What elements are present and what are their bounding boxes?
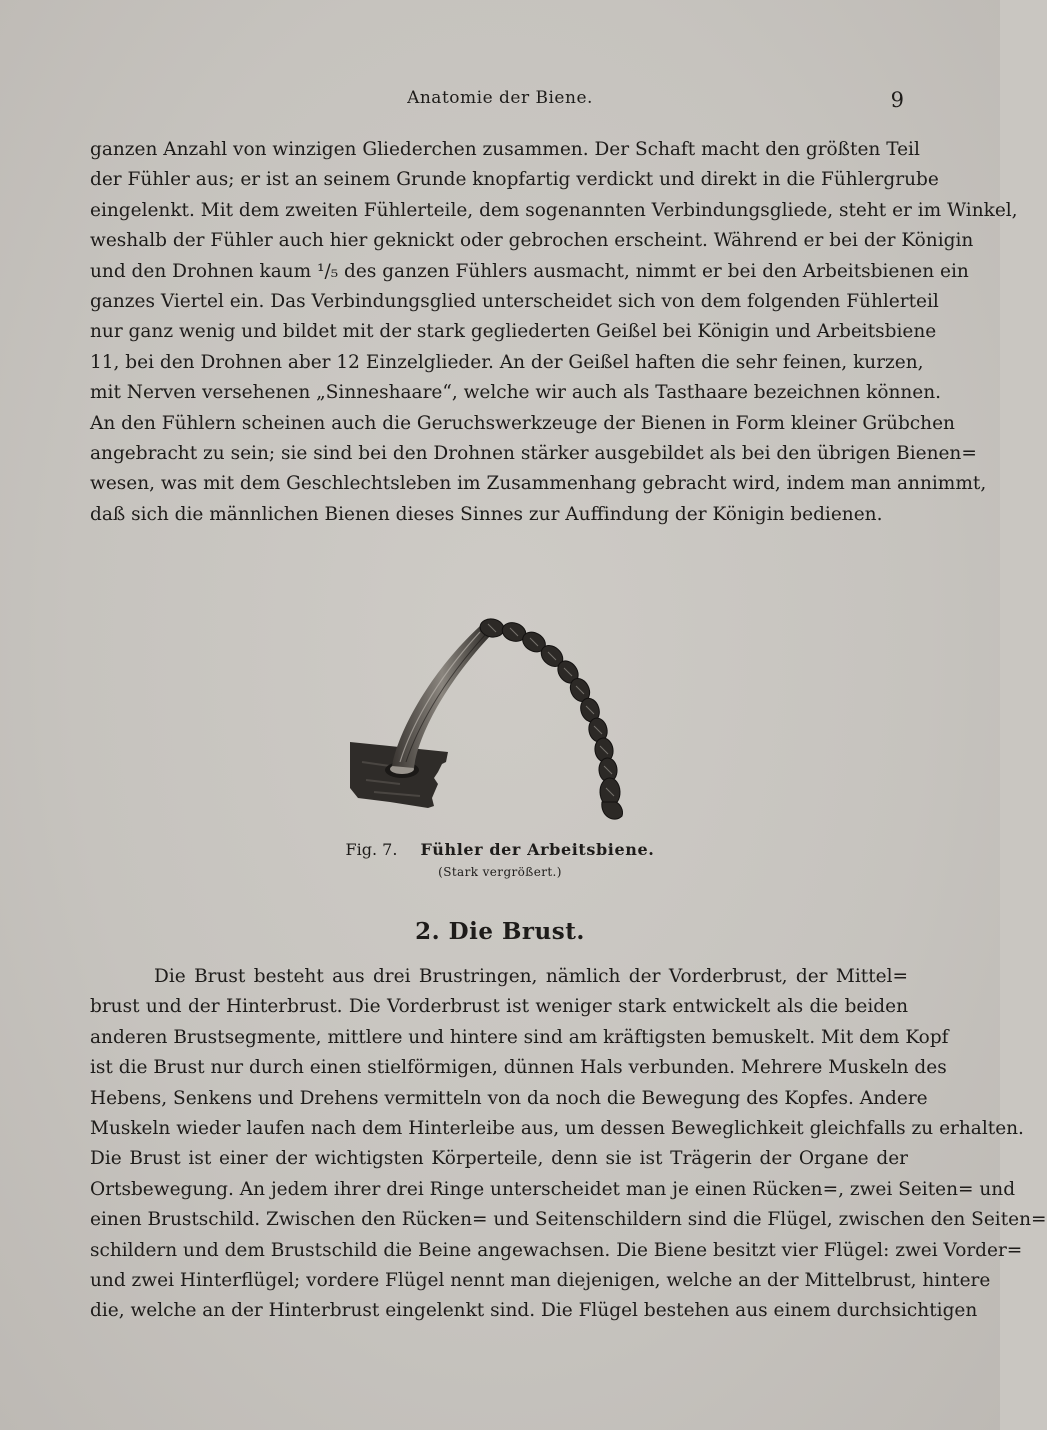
antenna-illustration xyxy=(330,612,670,832)
text-line: daß sich die männlichen Bienen dieses Sinnes zur Auffindung der Königin bedienen. xyxy=(90,503,883,525)
text-line: nur ganz wenig und bildet mit der stark gegliederten Geißel bei Königin und Arbeitsbiene xyxy=(90,321,937,343)
text-line: und zwei Hinterflügel; vordere Flügel nennt man diejenigen, welche an der Mittelbrust, hintere xyxy=(90,1269,991,1291)
page-number: 9 xyxy=(890,88,904,112)
text-line: Hebens, Senkens und Drehens vermitteln von da noch die Bewegung des Kopfes. Andere xyxy=(90,1087,928,1109)
text-line: mit Nerven versehenen „Sinneshaare“, welche wir auch als Tasthaare bezeichnen können. xyxy=(90,382,942,404)
page-header xyxy=(90,88,910,118)
antenna-scape xyxy=(392,626,492,768)
text-line: eingelenkt. Mit dem zweiten Fühlerteile, dem sogenannten Verbindungsgliede, steht er im Winkel, xyxy=(90,199,1018,221)
text-line: anderen Brustsegmente, mittlere und hintere sind am kräftigsten bemuskelt. Mit dem Kopf xyxy=(90,1026,949,1048)
text-line: angebracht zu sein; sie sind bei den Drohnen stärker ausgebildet als bei den übrigen Bienen= xyxy=(90,442,977,464)
text-line: weshalb der Fühler auch hier geknickt oder gebrochen erscheint. Während er bei der Königin xyxy=(90,230,974,252)
antenna-flagellum xyxy=(479,617,623,819)
text-line: Die Brust ist einer der wichtigsten Körperteile, denn sie ist Trägerin der Organe der xyxy=(90,1148,908,1170)
figure-subtitle: (Stark vergrößert.) xyxy=(438,865,562,879)
text-line: brust und der Hinterbrust. Die Vorderbrust ist weniger stark entwickelt als die beiden xyxy=(90,996,908,1018)
text-line: An den Fühlern scheinen auch die Geruchswerkzeuge der Bienen in Form kleiner Grübchen xyxy=(90,412,955,434)
text-line: ist die Brust nur durch einen stielförmigen, dünnen Hals verbunden. Mehrere Muskeln des xyxy=(90,1057,947,1079)
figure-label: Fig. 7. xyxy=(345,840,398,859)
text-line: wesen, was mit dem Geschlechtsleben im Zusammenhang gebracht wird, indem man annimmt, xyxy=(90,473,987,495)
text-line: schildern und dem Brustschild die Beine angewachsen. Die Biene besitzt vier Flügel: zwei Vorder= xyxy=(90,1239,1023,1261)
figure-caption xyxy=(90,840,910,859)
running-head: Anatomie der Biene. xyxy=(407,88,593,108)
text-line: 11, bei den Drohnen aber 12 Einzelglieder. An der Geißel haften die sehr feinen, kurzen, xyxy=(90,351,924,373)
antenna-drawing xyxy=(330,612,670,832)
text-line: ganzen Anzahl von winzigen Gliederchen zusammen. Der Schaft macht den größten Teil xyxy=(90,139,920,160)
text-line: Muskeln wieder laufen nach dem Hinterleibe aus, um dessen Beweglichkeit gleichfalls zu erhalten. xyxy=(90,1117,1024,1139)
figure-title: Fühler der Arbeitsbiene. xyxy=(420,840,655,859)
section-heading: 2. Die Brust. xyxy=(415,918,585,945)
text-line: ganzes Viertel ein. Das Verbindungsglied unterscheidet sich von dem folgenden Fühlerteil xyxy=(90,290,939,312)
text-line: und den Drohnen kaum ¹/₅ des ganzen Fühlers ausmacht, nimmt er bei den Arbeitsbienen ein xyxy=(90,260,969,282)
text-line: die, welche an der Hinterbrust eingelenkt sind. Die Flügel bestehen aus einem durchsichtigen xyxy=(90,1300,978,1322)
text-line: Ortsbewegung. An jedem ihrer drei Ringe unterscheidet man je einen Rücken=, zwei Seiten= und xyxy=(90,1178,1016,1200)
text-line: der Fühler aus; er ist an seinem Grunde knopfartig verdickt und direkt in die Fühlergrube xyxy=(90,169,939,191)
text-line: Die Brust besteht aus drei Brustringen, nämlich der Vorderbrust, der Mittel= xyxy=(154,966,908,987)
paragraph-thorax xyxy=(90,962,1047,1327)
paragraph-antenna xyxy=(90,135,1018,530)
text-line: einen Brustschild. Zwischen den Rücken= und Seitenschildern sind die Flügel, zwischen den Seiten= xyxy=(90,1209,1047,1231)
